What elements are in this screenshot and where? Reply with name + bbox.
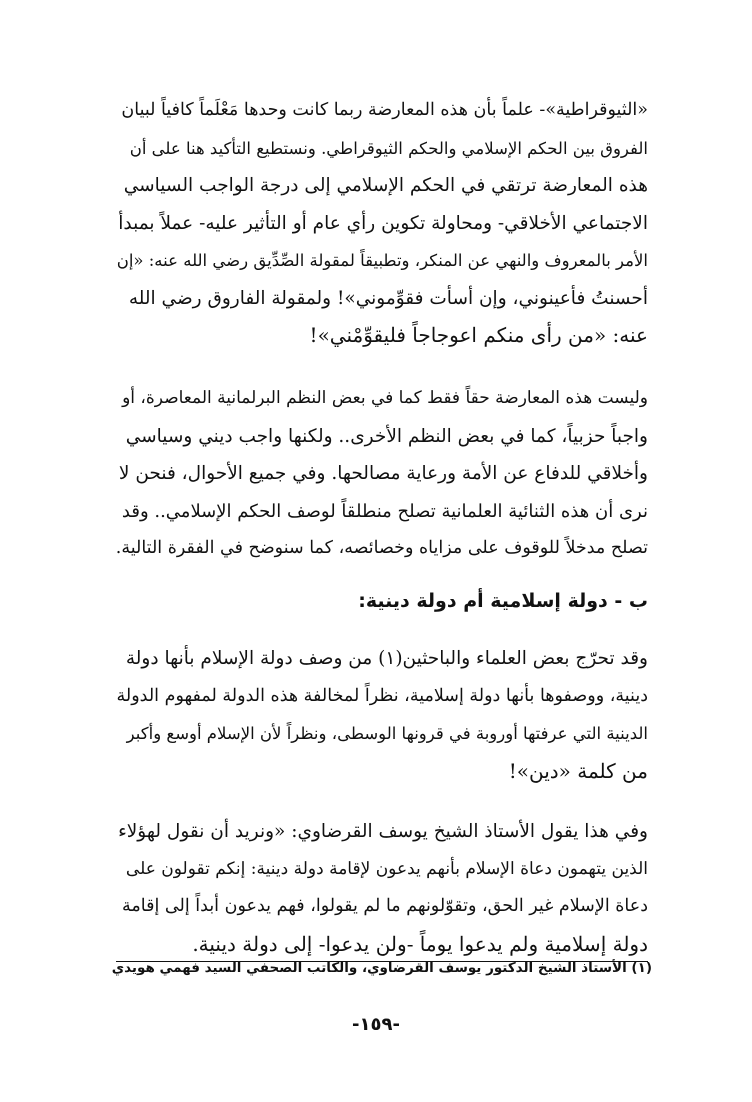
paragraph-islamic-vs-religious-state <box>116 640 648 790</box>
text-line: وفي هذا يقول الأستاذ الشيخ يوسف القرضاوي: «ونريد أن نقول لهؤلاء <box>118 821 648 842</box>
text-line: نرى أن هذه الثنائية العلمانية تصلح منطلقاً لوصف الحكم الإسلامي.. وقد <box>121 500 648 522</box>
text-line: «الثيوقراطية»- علماً بأن هذه المعارضة ربما كانت وحدها مَعْلَماً كافياً لبيان <box>121 100 648 120</box>
text-line: عنه: «من رأى منكم اعوجاجاً فليقوِّمْني»! <box>309 323 648 347</box>
text-line: دعاة الإسلام غير الحق، وتقوّلونهم ما لم يقولوا، فهم يدعون أبداً إلى إقامة <box>122 896 648 916</box>
text-line: دولة إسلامية ولم يدعوا يوماً -ولن يدعوا- إلى دولة دينية. <box>192 931 648 956</box>
text-line: أحسنتُ فأعينوني، وإن أسأت فقوِّموني»! ولمقولة الفاروق رضي الله <box>128 287 648 309</box>
footnote: (١) الأستاذ الشيخ الدكتور يوسف القرضاوي، والكاتب الصحفي السيد فهمي هويدي <box>111 960 652 976</box>
text-line: الدينية التي عرفتها أوروبة في قرونها الوسطى، ونظراً لأن الإسلام أوسع وأكبر <box>126 724 648 743</box>
text-line: وليست هذه المعارضة حقاً فقط كما في بعض النظم البرلمانية المعاصرة، أو <box>122 388 648 408</box>
text-line: وقد تحرّج بعض العلماء والباحثين(١) من وصف دولة الإسلام بأنها دولة <box>125 648 648 669</box>
page-number: -١٥٩- <box>352 1014 400 1035</box>
paragraph-opposition-duty <box>116 380 648 568</box>
text-line: الذين يتهمون دعاة الإسلام بأنهم يدعون لإقامة دولة دينية: إنكم تقولون على <box>125 858 648 879</box>
text-line: دينية، ووصفوها بأنها دولة إسلامية، نظراً لمخالفة هذه الدولة لمفهوم الدولة <box>116 685 648 706</box>
text-line: واجباً حزبياً، كما في بعض النظم الأخرى.. ولكنها واجب ديني وسياسي <box>125 425 648 447</box>
text-line: هذه المعارضة ترتقي في الحكم الإسلامي إلى درجة الواجب السياسي <box>123 175 648 196</box>
section-heading: ب - دولة إسلامية أم دولة دينية: <box>358 590 648 612</box>
text-line: الاجتماعي الأخلاقي- ومحاولة تكوين رأي عام أو التأثير عليه- عملاً بمبدأ <box>118 212 648 234</box>
paragraph-theocracy-opposition <box>116 92 648 355</box>
text-line: الأمر بالمعروف والنهي عن المنكر، وتطبيقاً لمقولة الصِّدِّيق رضي الله عنه: «إن <box>116 251 648 270</box>
text-line: تصلح مدخلاً للوقوف على مزاياه وخصائصه، كما سنوضح في الفقرة التالية. <box>115 538 648 558</box>
paragraph-qaradawi-quote <box>116 813 648 963</box>
text-line: وأخلاقي للدفاع عن الأمة ورعاية مصالحها. وفي جميع الأحوال، فنحن لا <box>118 463 648 484</box>
text-line: الفروق بين الحكم الإسلامي والحكم الثيوقراطي. ونستطيع التأكيد هنا على أن <box>129 138 648 158</box>
text-line: من كلمة «دين»! <box>508 758 648 783</box>
